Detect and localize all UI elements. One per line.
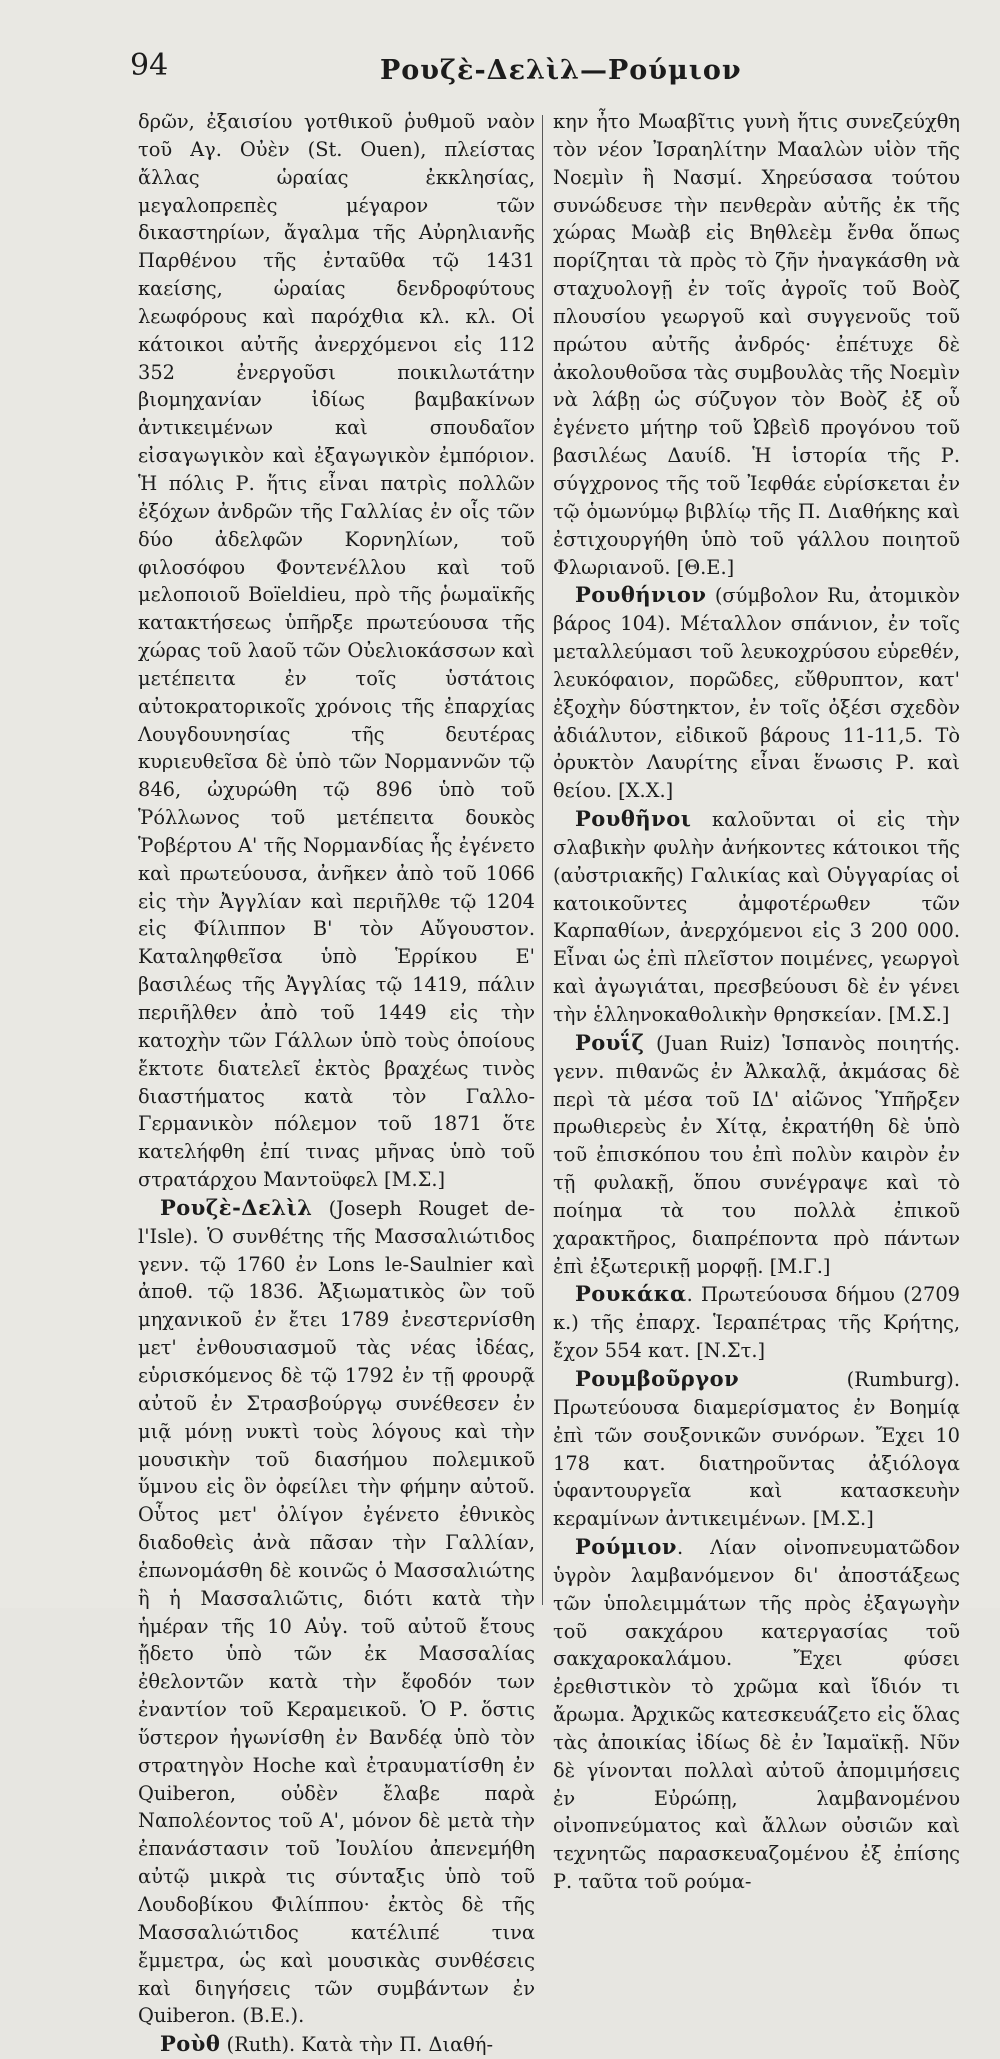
- entry-continuation-rouen: δρῶν, ἐξαισίου γοτθικοῦ ῥυθμοῦ ναὸν τοῦ Αγ. Οὐὲν (St. Ouen), πλείστας ἄλλας ὡραίας ἐκκλησίας, μεγαλοπρεπὲς μέγαρον τῶν δικαστηρίων, ἄγαλμα τῆς Αὐρηλιανῆς Παρθένου τῆς ἐνταῦθα τῷ 1431 καείσης, ὡραίας δενδροφύτους λεωφόρους καὶ παρόχθια κλ. κλ. Οἱ κάτοικοι αὐτῆς ἀνερχόμενοι εἰς 112 352 ἐνεργοῦσι ποικιλωτάτην βιομηχανίαν ἰδίως βαμβακίνων ἀντικειμένων καὶ σπουδαῖον εἰσαγωγικὸν καὶ ἐξαγωγικὸν ἐμπόριον. Ἡ πόλις Ρ. ἥτις εἶναι πατρὶς πολλῶν ἐξόχων ἀνδρῶν τῆς Γαλλίας ἐν οἷς τῶν δύο ἀδελφῶν Κορνηλίων, τοῦ φιλοσόφου Φοντενέλλου καὶ τοῦ μελοποιοῦ Boïeldieu, πρὸ τῆς ῥωμαϊκῆς κατακτήσεως ὑπῆρξε πρωτεύουσα τῆς χώρας τοῦ λαοῦ τῶν Οὐελιοκάσσων καὶ μετέπειτα ἐν τοῖς ὑστάτοις αὐτοκρατορικοῖς χρόνοις τῆς ἐπαρχίας Λουγδουνησίας τῆς δευτέρας κυριευθεῖσα δὲ ὑπὸ τῶν Νορμαννῶν τῷ 846, ὠχυρώθη τῷ 896 ὑπὸ τοῦ Ῥόλλωνος τοῦ μετέπειτα δουκὸς Ῥοβέρτου Α' τῆς Νορμανδίας ἧς ἐγένετο καὶ πρωτεύουσα, ἀνῆκεν ἀπὸ τοῦ 1066 εἰς τὴν Ἀγγλίαν καὶ περιῆλθε τῷ 1204 εἰς Φίλιππον Β' τὸν Αὔγουστον. Καταληφθεῖσα ὑπὸ Ἑρρίκου Ε' βασιλέως τῆς Ἀγγλίας τῷ 1419, πάλιν περιῆλθεν ἀπὸ τοῦ 1449 εἰς τὴν κατοχὴν τῶν Γάλλων ὑπὸ τοὺς ὁποίους ἔκτοτε διατελεῖ ἐκτὸς βραχέως τινὸς διαστήματος κατὰ τὸν Γαλλο-Γερμανικὸν πόλεμον τοῦ 1871 ὅτε κατελήφθη ἐπί τινας μῆνας ὑπὸ τοῦ στρατάρχου Μαντοϋφελ [Μ.Σ.]: [138, 110, 535, 1192]
- left-column: [138, 108, 535, 2059]
- headword: Ρουΐζ: [575, 1029, 645, 1055]
- headword: Ρουκάκα: [575, 1281, 687, 1307]
- headword: Ρουθῆνοι: [575, 806, 692, 832]
- entry-rouget-de-lisle: [138, 1194, 535, 2030]
- headword: Ροὺθ: [160, 2031, 221, 2057]
- running-head: Ρουζὲ-Δελὶλ—Ρούμιον: [380, 55, 742, 86]
- entry-text: . Λίαν οἰνοπνευματῶδον ὑγρὸν λαμβανόμενον δι' ἀποστάξεως τῶν ὑπολειμμάτων τῆς πρὸς ἐξαγωγὴν τοῦ σακχάρου κατεργασίας τοῦ σακχαροκαλάμου. Ἔχει φύσει ἐρεθιστικὸν τὸ χρῶμα καὶ ἴδιόν τι ἄρωμα. Ἀρχικῶς κατεσκευάζετο εἰς ὅλας τὰς ἀποικίας ἰδίως δὲ ἐν Ἰαμαϊκῇ. Νῦν δὲ γίνονται πολλαὶ αὐτοῦ ἀπομιμήσεις ἐν Εὐρώπῃ, λαμβανομένου οἰνοπνεύματος καὶ ἄλλων οὐσιῶν καὶ τεχνητῶς παρασκευαζομένου ἐξ ἐπίσης Ρ. ταῦτα τοῦ ρούμα-: [553, 1536, 960, 1894]
- entry-ruthenium: [553, 581, 960, 805]
- entry-ruth: [138, 2030, 535, 2059]
- entry-text: (Joseph Rouget de-l'Isle). Ὁ συνθέτης τῆς Μασσαλιώτιδος γενν. τῷ 1760 ἐν Lons le-Saulnier καὶ ἀποθ. τῷ 1836. Ἀξιωματικὸς ὢν τοῦ μηχανικοῦ ἐν ἔτει 1789 ἐνεστερνίσθη μετ' ἐνθουσιασμοῦ τὰς νέας ἰδέας, εὑρισκόμενος δὲ τῷ 1792 ἐν τῇ φρουρᾷ αὐτοῦ ἐν Στρασβούργῳ συνέθεσεν ἐν μιᾷ μόνῃ νυκτὶ τοὺς λόγους καὶ τὴν μουσικὴν τοῦ διασήμου πολεμικοῦ ὕμνου εἰς ὃν ὀφείλει τὴν φήμην αὐτοῦ. Οὗτος μετ' ὀλίγον ἐγένετο ἐθνικὸς διαδοθεὶς ἀνὰ πᾶσαν τὴν Γαλλίαν, ἐπωνομάσθη δὲ κοινῶς ὁ Μασσαλιώτης ἢ ἡ Μασσαλιῶτις, διότι κατὰ τὴν ἡμέραν τῆς 10 Αὐγ. τοῦ αὐτοῦ ἔτους ᾔδετο ὑπὸ τῶν ἐκ Μασσαλίας ἐθελοντῶν κατὰ τὴν ἔφοδόν των ἐναντίον τοῦ Κεραμεικοῦ. Ὁ Ρ. ὅστις ὕστερον ἠγωνίσθη ἐν Βανδέᾳ ὑπὸ τὸν στρατηγὸν Hoche καὶ ἐτραυματίσθη ἐν Quiberon, οὐδὲν ἔλαβε παρὰ Ναπολέοντος τοῦ Α', μόνον δὲ μετὰ τὴν ἐπανάστασιν τοῦ Ἰουλίου ἀπενεμήθη αὐτῷ μικρὰ τις σύνταξις ὑπὸ τοῦ Λουδοβίκου Φιλίππου· ἐκτὸς δὲ τῆς Μασσαλιώτιδος κατέλιπέ τινα ἔμμετρα, ὡς καὶ μουσικὰς συνθέσεις καὶ διηγήσεις τῶν συμβάντων ἐν Quiberon. (Β.Ε.).: [138, 1196, 535, 2028]
- entry-roukaka: [553, 1280, 960, 1365]
- entry-text: . Πρωτεύουσα δήμου (2709 κ.) τῆς ἐπαρχ. Ἱεραπέτρας τῆς Κρήτης, ἔχον 554 κατ. [Ν.Στ.]: [553, 1283, 960, 1363]
- entry-text: (Juan Ruiz) Ἱσπανὸς ποιητής. γενν. πιθανῶς ἐν Ἀλκαλᾷ, ἀκμάσας δὲ περὶ τὰ μέσα τοῦ ΙΔ' αἰῶνος Ὑπῆρξεν πρωθιερεὺς ἐν Χίτᾳ, ἐκρατήθη δὲ ὑπὸ τοῦ ἐπισκόπου του ἐπὶ πολὺν καιρὸν ἐν τῇ φυλακῇ, ὅπου συνέγραψε καὶ τὸ ποίημα τὰ του πολλὰ ἐπικοῦ χαρακτῆρος, διαπρέποντα πρὸ πάντων ἐπὶ ἐξωτερικῇ μορφῇ. [Μ.Γ.]: [553, 1031, 960, 1278]
- entry-ruthenians: [553, 805, 960, 1029]
- headword: Ρούμιον: [575, 1534, 677, 1560]
- entry-rumburg: [553, 1365, 960, 1533]
- column-divider: [542, 115, 543, 1605]
- right-column: [553, 108, 960, 1896]
- entry-text: (σύμβολον Ru, ἀτομικὸν βάρος 104). Μέταλλον σπάνιον, ἐν τοῖς μεταλλεύμασι τοῦ λευκοχρύσου εὑρεθέν, λευκόφαιον, πορῶδες, εὔθρυπτον, κατ' ἐξοχὴν δύστηκτον, ἐν τοῖς ὀξέσι σχεδὸν ἀδιάλυτον, εἰδικοῦ βάρους 11-11,5. Τὸ ὀρυκτὸν Λαυρίτης εἶναι ἕνωσις Ρ. καὶ θείου. [Χ.Χ.]: [553, 584, 960, 803]
- page-number: 94: [130, 48, 169, 83]
- entry-text: (Rumburg). Πρωτεύουσα διαμερίσματος ἐν Βοημίᾳ ἐπὶ τῶν σουξονικῶν συνόρων. Ἔχει 10 178 κατ. διατηροῦντας ἀξιόλογα ὑφαντουργεῖα καὶ κατασκευὴν κεραμίνων ἀντικειμένων. [Μ.Σ.]: [553, 1367, 960, 1531]
- entry-ruiz: [553, 1029, 960, 1281]
- entry-rum: [553, 1533, 960, 1896]
- entry-text: (Ruth). Κατὰ τὴν Π. Διαθή-: [220, 2033, 494, 2057]
- entry-text: καλοῦνται οἱ εἰς τὴν σλαβικὴν φυλὴν ἀνήκοντες κάτοικοι τῆς (αὐστριακῆς) Γαλικίας καὶ Οὑγγαρίας οἱ κατοικοῦντες ἀμφοτέρωθεν τῶν Καρπαθίων, ἀνερχόμενοι εἰς 3 200 000. Εἶναι ὡς ἐπὶ πλεῖστον ποιμένες, γεωργοὶ καὶ ἀγωγιάται, πρεσβεύουσι δὲ ἐν γένει τὴν ἑλληνοκαθολικὴν θρησκείαν. [Μ.Σ.]: [553, 808, 960, 1026]
- headword: Ρουμβοῦργον: [575, 1365, 740, 1391]
- entry-continuation-ruth: κην ἦτο Μωαβῖτις γυνὴ ἥτις συνεζεύχθη τὸν νέον Ἰσραηλίτην Μααλὼν υἱὸν τῆς Νοεμὶν ἢ Νασμί. Χηρεύσασα τούτου συνώδευσε τὴν πενθερὰν αὐτῆς ἐκ τῆς χώρας Μωὰβ εἰς Βηθλεὲμ ἔνθα ὅπως πορίζηται τὰ πρὸς τὸ ζῆν ἠναγκάσθη νὰ σταχυολογῇ ἐν τοῖς ἀγροῖς τοῦ Βοὸζ πλουσίου γεωργοῦ καὶ συγγενοῦς τοῦ πρώτου αὐτῆς ἀνδρός· ἐπέτυχε δὲ ἀκολουθοῦσα τὰς συμβουλὰς τῆς Νοεμὶν νὰ λάβῃ ὡς σύζυγον τὸν Βοὸζ ἐξ οὗ ἐγένετο μήτηρ τοῦ Ὠβεὶδ προγόνου τοῦ βασιλέως Δαυίδ. Ἡ ἱστορία τῆς Ρ. σύγχρονος τῆς τοῦ Ἰεφθάε εὑρίσκεται ἐν τῷ ὁμωνύμῳ βιβλίῳ τῆς Π. Διαθήκης καὶ ἐστιχουργήθη ὑπὸ τοῦ γάλλου ποιητοῦ Φλωριανοῦ. [Θ.Ε.]: [553, 110, 960, 579]
- headword: Ρουζὲ-Δελὶλ: [160, 1194, 313, 1220]
- headword: Ρουθήνιον: [575, 582, 707, 608]
